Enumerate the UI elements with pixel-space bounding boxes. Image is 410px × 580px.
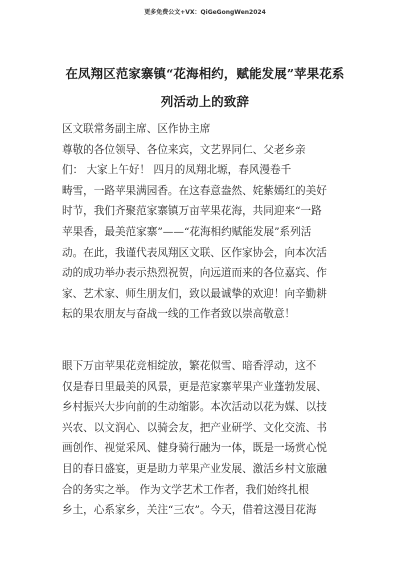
- text-line: 们： 大家上午好！ 四月的凤翔北塬，春风漫卷千: [62, 164, 292, 177]
- text-line: 兴农、以文润心、以骑会友，把产业研学、文化交流、书: [62, 421, 327, 434]
- text-line: 尊敬的各位领导、各位来宾，文艺界同仁、父老乡亲: [62, 143, 306, 156]
- body-paragraph-block: [62, 119, 354, 325]
- text-line: 眼下万亩苹果花竞相绽放，繁花似雪、暗香浮动，这不: [62, 360, 317, 372]
- text-line: 乡村振兴大步向前的生动缩影。本次活动以花为媒、以技: [62, 401, 327, 414]
- text-line: 合的务实之举。 作为文学艺术工作者，我们始终扎根: [62, 483, 310, 496]
- text-line: 耘的果农朋友与奋战一线的工作者致以崇高敬意！: [62, 308, 296, 321]
- body-paragraph-block: [62, 356, 354, 521]
- text-line: 画创作、视觉采风、健身骑行融为一体，既是一场赏心悦: [62, 442, 327, 455]
- text-line: 家、艺术家、师生朋友们，致以最诚挚的欢迎！向辛勤耕: [62, 287, 327, 300]
- page-title: [58, 60, 352, 116]
- header-note: 更多免费公文+VX：QiGeGongWen2024: [144, 9, 266, 16]
- text-line: 目的春日盛宴，更是助力苹果产业发展、激活乡村文旅融: [62, 462, 327, 475]
- title-line: 在凤翔区范家寨镇“花海相约，赋能发展”苹果花系: [65, 66, 345, 81]
- title-line: 列活动上的致辞: [160, 94, 250, 109]
- text-line: 乡土，心系家乡，关注“三农”。今天，借着这漫目花海: [62, 504, 317, 517]
- text-line: 畴雪，一路苹果满园香。在这春意盎然、姹紫嫣红的美好: [62, 184, 327, 197]
- text-line: 苹果香，最美范家寨”——“花海相约赋能发展”系列活: [62, 225, 312, 238]
- author-line: 区文联常务副主席、区作协主席: [62, 123, 211, 135]
- text-line: 动。在此，我谨代表凤翔区文联、区作家协会，向本次活: [62, 246, 327, 259]
- text-line: 时节，我们齐聚范家寨镇万亩苹果花海，共同迎来“一路: [62, 205, 322, 218]
- text-line: 动的成功举办表示热烈祝贺，向远道而来的各位嘉宾、作: [62, 267, 327, 280]
- text-line: 仅是春日里最美的风景，更是范家寨苹果产业蓬勃发展、: [62, 380, 327, 393]
